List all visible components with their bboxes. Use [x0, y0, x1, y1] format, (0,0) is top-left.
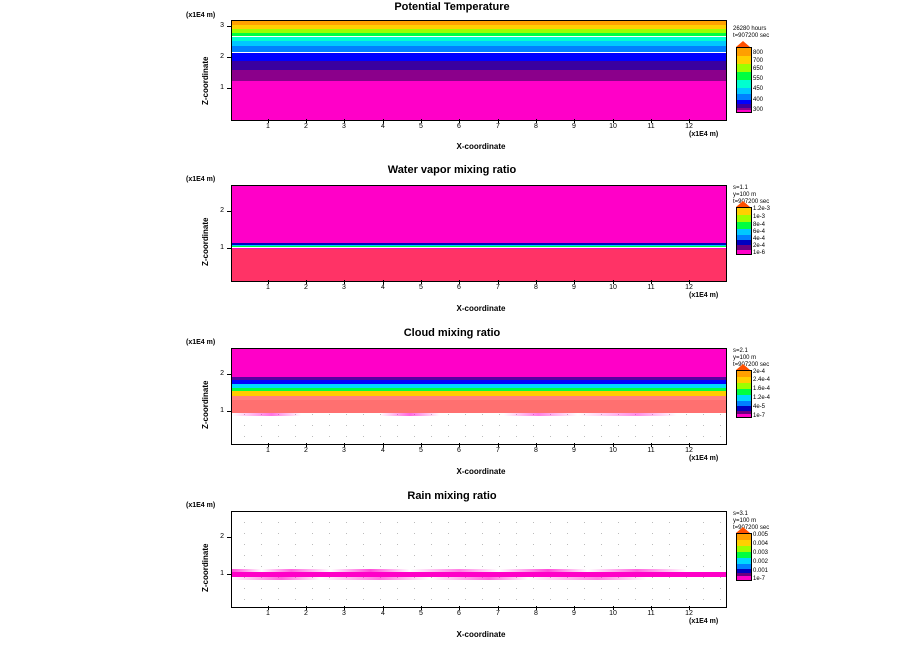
background-grid	[232, 512, 726, 607]
contour-band	[232, 53, 726, 61]
contour-band	[232, 33, 726, 37]
y-axis-unit-2: (x1E4 m)	[186, 176, 216, 183]
contour-band	[232, 186, 726, 243]
scattered-contours	[232, 577, 726, 580]
y-axis-unit-4: (x1E4 m)	[186, 502, 216, 509]
x-axis-unit-1: (x1E4 m)	[689, 131, 719, 138]
annotation-hours: 26280 hours	[733, 26, 767, 32]
contour-band	[232, 61, 726, 70]
contour-band	[232, 81, 726, 120]
contour-band	[232, 349, 726, 377]
plot-area-water-vapor	[231, 185, 727, 282]
contour-band	[232, 249, 726, 281]
contour-band	[232, 25, 726, 28]
x-axis-unit-4: (x1E4 m)	[689, 618, 719, 625]
contour-band	[232, 29, 726, 33]
annotation-s: s=1.1	[733, 185, 748, 191]
annotation-time: t=907200 sec	[733, 525, 770, 531]
annotation-y: y=100 m	[733, 355, 757, 361]
panel-cloud-mixing-ratio: Cloud mixing ratio (x1E4 m) Z-coordinate 1 2 3 4 5 6 7 8 9 10 11 12 1 2 (x1E4 m) X-coordinate s=2.1 y=100 m t=907200 sec 2e-4 2.4e-4 1.6e-4 1.2e-4 4e-5 1e-7	[0, 325, 904, 487]
scattered-contours	[232, 569, 726, 572]
chart-title-rain: Rain mixing ratio	[407, 490, 497, 502]
x-axis-label-3: X-coordinate	[456, 467, 506, 476]
panel-potential-temperature: Potential Temperature (x1E4 m) Z-coordinate 1 2 3 4 5 6 7 8 9 10 11 12 1 2 3 (x1E4 m) X-coordinate 26280 hours t=907200 sec 800 700 650 550 450 400 300	[0, 0, 904, 160]
annotation-s: s=2.1	[733, 348, 748, 354]
contour-band	[232, 46, 726, 52]
panel-rain-mixing-ratio: Rain mixing ratio (x1E4 m) Z-coordinate 1 2 3 4 5 6 7 8 9 10 11 12 1 2 (x1E4 m) X-coordinate s=3.1 y=100 m t=907200 sec 0.005 0.004 0.003 0.002 0.001 1e-7	[0, 488, 904, 654]
x-axis-unit-2: (x1E4 m)	[689, 292, 719, 299]
x-axis-label-2: X-coordinate	[456, 304, 506, 313]
y-axis-label-2: Z-coordinate	[201, 217, 210, 266]
chart-title-water-vapor: Water vapor mixing ratio	[387, 164, 517, 176]
contour-band	[232, 41, 726, 46]
contour-band	[232, 400, 726, 413]
annotation-time: t=907200 sec	[733, 362, 770, 368]
x-axis-label-1: X-coordinate	[456, 142, 506, 151]
y-axis-label-3: Z-coordinate	[201, 380, 210, 429]
annotation-time: t=907200 sec	[733, 199, 770, 205]
chart-title-cloud: Cloud mixing ratio	[403, 327, 501, 339]
annotation-s: s=3.1	[733, 511, 748, 517]
panel-water-vapor: Water vapor mixing ratio (x1E4 m) Z-coordinate 1 2 3 4 5 6 7 8 9 10 11 12 1 2 (x1E4 m) X-coordinate s=1.1 y=100 m t=907200 sec 1.2e-3 1e-3 8e-4 6e-4 4e-4 2e-4 1e-6	[0, 162, 904, 324]
y-axis-unit-3: (x1E4 m)	[186, 339, 216, 346]
y-axis-label-4: Z-coordinate	[201, 543, 210, 592]
x-axis-unit-3: (x1E4 m)	[689, 455, 719, 462]
annotation-y: y=100 m	[733, 192, 757, 198]
contour-band	[232, 70, 726, 81]
annotation-time: t=907200 sec	[733, 33, 770, 39]
x-axis-label-4: X-coordinate	[456, 630, 506, 639]
plot-area-potential-temperature	[231, 20, 727, 121]
contour-band	[232, 21, 726, 25]
y-axis-unit-1: (x1E4 m)	[186, 12, 216, 19]
chart-title-potential-temperature: Potential Temperature	[394, 1, 510, 13]
plot-area-rain	[231, 511, 727, 608]
y-axis-label-1: Z-coordinate	[201, 56, 210, 105]
annotation-y: y=100 m	[733, 518, 757, 524]
plot-area-cloud	[231, 348, 727, 445]
contour-band	[232, 37, 726, 42]
scattered-contours	[232, 413, 726, 416]
